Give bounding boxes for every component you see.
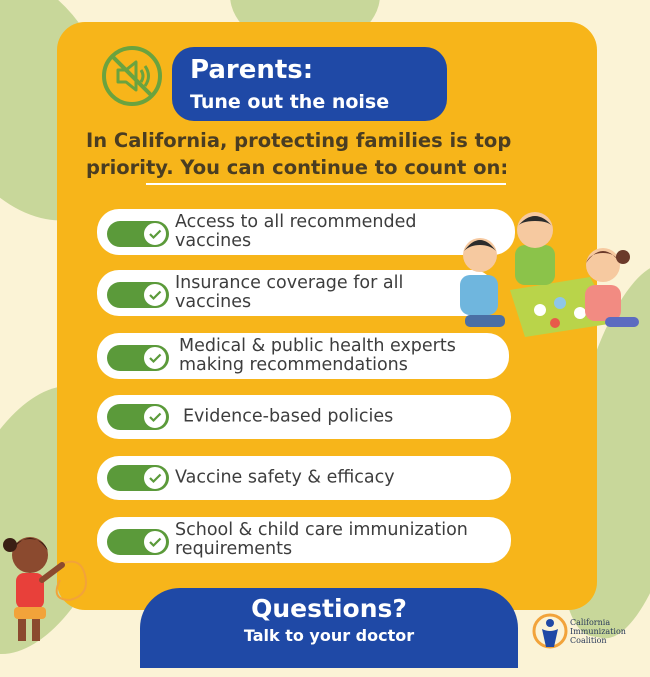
underline-divider [146, 183, 506, 185]
list-item-label: School & child care immunization requirements [175, 520, 468, 559]
mute-speaker-icon [100, 44, 164, 108]
checkmark-icon [143, 346, 167, 370]
logo-line-2: Immunization [570, 627, 626, 636]
list-item [97, 209, 515, 255]
footer-title: Questions? [251, 594, 407, 623]
toggle-switch [107, 529, 169, 555]
toggle-switch [107, 221, 169, 247]
toggle-switch [107, 404, 169, 430]
header-title: Parents: [190, 55, 314, 85]
footer-subtitle: Talk to your doctor [243, 626, 415, 645]
list-item-label: Vaccine safety & efficacy [175, 467, 395, 488]
list-item-label: Evidence-based policies [183, 406, 394, 427]
checkmark-icon [143, 405, 167, 429]
list-item [97, 517, 511, 563]
logo-text [570, 618, 626, 645]
list-item [97, 395, 511, 439]
header-subtitle: Tune out the noise [190, 91, 390, 113]
girl-with-ribbon-illustration [0, 525, 90, 650]
checkmark-icon [143, 222, 167, 246]
coalition-logo [530, 612, 650, 650]
toggle-switch [107, 465, 169, 491]
list-item-label: Insurance coverage for all vaccines [175, 273, 404, 312]
logo-line-1: California [570, 618, 611, 627]
header-pill [172, 47, 447, 121]
checkmark-icon [143, 466, 167, 490]
list-item [97, 270, 495, 316]
list-item-label: Medical & public health experts making recommendations [179, 336, 456, 375]
list-item [97, 333, 509, 379]
list-item-label: Access to all recommended vaccines [175, 212, 417, 251]
intro-text: In California, protecting families is top priority. You can continue to count on: [86, 129, 512, 179]
toggle-switch [107, 282, 169, 308]
toggle-switch [107, 345, 169, 371]
children-playing-illustration [455, 205, 645, 340]
coalition-logo-icon [532, 613, 568, 649]
checkmark-icon [143, 530, 167, 554]
checkmark-icon [143, 283, 167, 307]
footer-pill [140, 588, 518, 668]
list-item [97, 456, 511, 500]
logo-line-3: Coalition [570, 636, 607, 645]
